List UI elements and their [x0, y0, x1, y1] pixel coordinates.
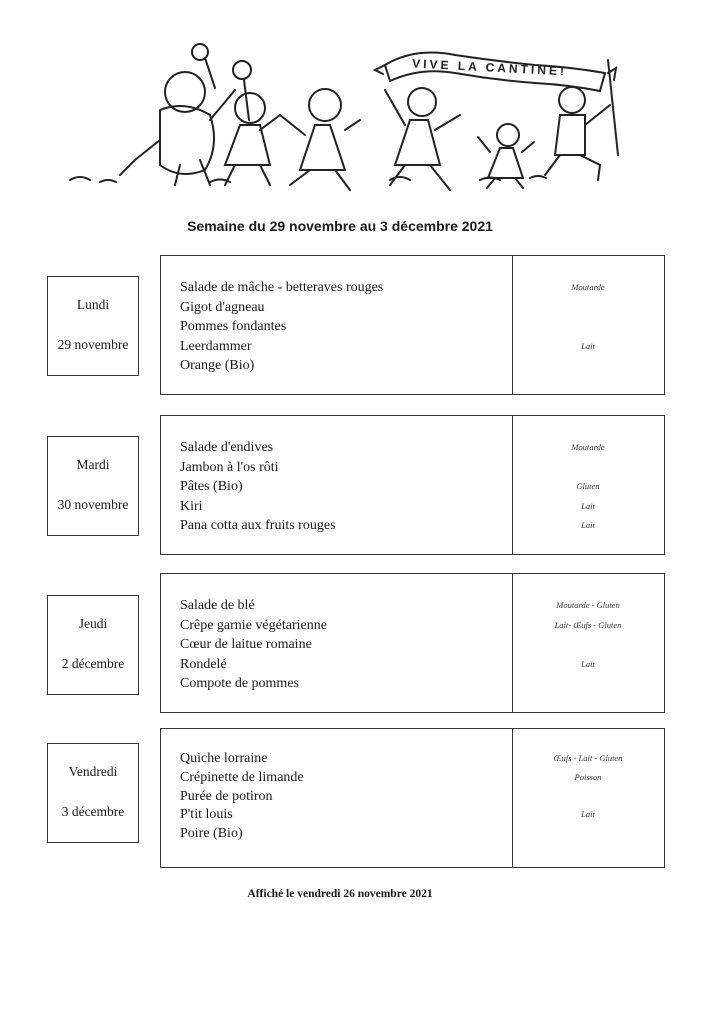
dish-item: Crêpe garnie végétarienne: [180, 617, 327, 633]
dish-item: Pana cotta aux fruits rouges: [180, 518, 336, 533]
dish-item: P'tit louis: [180, 807, 233, 822]
dish-item: Purée de potiron: [180, 788, 273, 804]
menu-box-vendredi: [160, 728, 665, 868]
dish-item: Poire (Bio): [180, 825, 243, 841]
menu-box-lundi: [160, 255, 665, 395]
allergen-label: Lait: [581, 658, 595, 669]
week-heading: Semaine du 29 novembre au 3 décembre 2021: [187, 218, 493, 234]
day-box-vendredi: [47, 743, 139, 843]
dish-item: Kiri: [180, 498, 203, 514]
dish-item: Crépinette de limande: [180, 770, 304, 785]
posted-date-footer: Affiché le vendredi 26 novembre 2021: [247, 888, 433, 900]
menu-box-jeudi: [160, 573, 665, 713]
allergen-label: Poisson: [574, 772, 602, 782]
dish-item: Leerdammer: [180, 338, 252, 354]
dish-item: Orange (Bio): [180, 358, 255, 373]
day-box-jeudi: [47, 595, 139, 695]
dish-item: Gigot d'agneau: [180, 299, 265, 315]
allergen-label: Gluten: [576, 481, 600, 491]
banner-text: VIVE LA CANTINE!: [411, 56, 568, 79]
dish-item: Salade d'endives: [180, 440, 274, 455]
day-date: 3 décembre: [61, 804, 125, 819]
dish-item: Pâtes (Bio): [180, 479, 243, 494]
allergen-label: Moutarde - Gluten: [556, 600, 620, 610]
day-name: Mardi: [76, 457, 110, 472]
dish-item: Rondelé: [180, 656, 227, 672]
column-divider: [512, 256, 513, 394]
dish-item: Compote de pommes: [180, 676, 299, 691]
dish-item: Salade de mâche - betteraves rouges: [180, 280, 384, 295]
dish-item: Jambon à l'os rôti: [180, 459, 279, 475]
allergen-label: Moutarde: [571, 442, 605, 452]
allergen-label: Œufs - Lait - Gluten: [553, 753, 623, 763]
allergen-label: Lait- Œufs - Gluten: [554, 619, 622, 630]
allergen-label: Moutarde: [571, 282, 605, 292]
day-name: Jeudi: [78, 616, 108, 631]
dish-item: Quiche lorraine: [180, 751, 268, 766]
day-name: Vendredi: [68, 764, 118, 779]
menu-box-mardi: [160, 415, 665, 555]
allergen-label: Lait: [581, 520, 595, 530]
dish-item: Pommes fondantes: [180, 319, 287, 334]
day-name: Lundi: [76, 297, 110, 312]
day-date: 29 novembre: [57, 337, 129, 352]
day-box-lundi: [47, 276, 139, 376]
allergen-label: Lait: [581, 809, 595, 819]
dish-item: Cœur de laitue romaine: [180, 637, 312, 652]
day-box-mardi: [47, 436, 139, 536]
column-divider: [512, 574, 513, 712]
day-date: 30 novembre: [57, 497, 129, 512]
dish-item: Salade de blé: [180, 598, 255, 613]
allergen-label: Lait: [581, 500, 595, 511]
allergen-label: Lait: [581, 340, 595, 351]
day-date: 2 décembre: [61, 656, 125, 671]
cantine-banner-illustration: [60, 30, 640, 200]
